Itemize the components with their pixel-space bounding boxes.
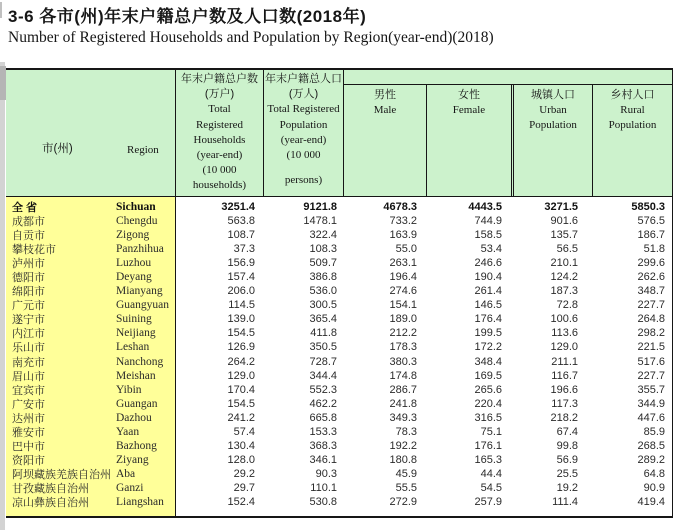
value-cell: 744.9 (474, 215, 502, 228)
region-name-cell (6, 467, 176, 481)
value-cell: 180.8 (389, 453, 417, 466)
region-name-cell (6, 481, 176, 495)
region-name-cell (6, 355, 176, 369)
value-cell: 211.1 (551, 355, 578, 368)
value-cell: 298.2 (637, 327, 665, 340)
value-cell: 517.6 (637, 355, 665, 368)
value-cell: 5850.3 (631, 201, 665, 214)
value-cell: 189.0 (389, 313, 417, 326)
region-en: Neijiang (116, 327, 156, 340)
value-cell: 37.3 (233, 243, 255, 256)
header-line: Urban (539, 104, 567, 117)
value-cell: 90.9 (643, 481, 665, 494)
value-cell: 348.7 (637, 285, 665, 298)
header-line: 年末户籍总人口 (265, 73, 342, 85)
value-cell: 9121.8 (303, 201, 337, 214)
value-cell: 113.6 (551, 327, 578, 340)
region-name-cell (6, 284, 176, 298)
value-cell: 665.8 (309, 411, 337, 424)
value-cell: 274.6 (389, 285, 417, 298)
region-en: Leshan (116, 341, 150, 354)
header-line: 城镇人口 (531, 89, 575, 101)
value-cell: 355.7 (637, 383, 665, 396)
region-name-cell (6, 214, 176, 228)
region-cn: 广元市 (12, 300, 45, 313)
region-cn: 眉山市 (12, 370, 45, 383)
value-cell: 289.2 (637, 453, 665, 466)
region-name-cell (6, 453, 176, 467)
region-name-cell (6, 383, 176, 397)
region-en: Luzhou (116, 257, 152, 270)
region-en: Guangan (116, 397, 158, 410)
table-row (6, 495, 672, 509)
header-line: Population (529, 119, 577, 132)
region-name-cell (6, 439, 176, 453)
header-line: (万户) (204, 88, 235, 101)
value-cell: 563.8 (227, 215, 255, 228)
header-line: Population (608, 119, 657, 132)
value-cell: 157.4 (227, 271, 255, 284)
value-cell: 286.7 (389, 383, 417, 396)
value-cell: 114.5 (228, 299, 255, 312)
region-en: Zigong (116, 229, 150, 242)
value-cell: 536.0 (309, 285, 337, 298)
region-en: Deyang (116, 271, 152, 284)
value-cell: 241.8 (389, 397, 417, 410)
region-cn: 绵阳市 (12, 286, 45, 299)
value-cell: 169.5 (474, 369, 502, 382)
header-female-cell (426, 85, 511, 196)
value-cell: 227.7 (637, 299, 665, 312)
region-en: Liangshan (116, 496, 164, 508)
region-cn: 雅安市 (12, 426, 45, 439)
table-row (6, 481, 672, 495)
region-en: Aba (116, 467, 136, 480)
region-cn: 遂宁市 (12, 314, 45, 327)
value-cell: 262.6 (637, 271, 665, 284)
value-cell: 57.4 (233, 425, 255, 438)
header-line: Male (373, 104, 397, 117)
region-cn: 泸州市 (12, 258, 45, 271)
value-cell: 728.7 (309, 355, 337, 368)
value-cell: 187.3 (550, 285, 578, 298)
value-cell: 135.7 (550, 229, 578, 242)
value-cell: 126.9 (227, 341, 255, 354)
value-cell: 55.0 (395, 243, 417, 256)
value-cell: 263.1 (389, 257, 417, 270)
region-cn: 阿坝藏族羌族自治州 (12, 468, 111, 481)
region-en: Panzhihua (116, 243, 164, 256)
value-cell: 552.3 (309, 383, 337, 396)
value-cell: 163.9 (389, 229, 417, 242)
page-edge-strip (0, 62, 5, 530)
value-cell: 365.4 (309, 313, 337, 326)
value-cell: 199.5 (474, 327, 502, 340)
region-cn: 宜宾市 (12, 384, 45, 397)
value-cell: 129.0 (227, 369, 255, 382)
value-cell: 128.0 (227, 453, 255, 466)
value-cell: 261.4 (474, 285, 502, 298)
value-cell: 3251.4 (221, 201, 255, 214)
value-cell: 72.8 (556, 299, 578, 312)
value-cell: 1478.1 (303, 215, 337, 228)
region-name-cell (6, 495, 176, 509)
value-cell: 146.5 (474, 299, 502, 312)
region-name-cell (6, 397, 176, 411)
header-households-cell (176, 70, 264, 196)
table-body (6, 197, 672, 516)
value-cell: 117.3 (551, 397, 578, 410)
value-cell: 139.0 (227, 313, 255, 326)
value-cell: 54.5 (480, 481, 502, 494)
value-cell: 56.9 (556, 453, 578, 466)
region-name-cell (6, 228, 176, 242)
header-line: Population (279, 118, 328, 131)
value-cell: 192.2 (389, 439, 417, 452)
header-line: (10 000 (286, 149, 321, 162)
table-row (6, 425, 672, 439)
value-cell: 299.6 (637, 257, 665, 270)
value-cell: 186.7 (637, 229, 665, 242)
table-row (6, 383, 672, 397)
header-urban-cell (511, 85, 592, 196)
region-cn: 乐山市 (12, 342, 45, 355)
value-cell: 29.7 (233, 481, 255, 494)
value-cell: 158.5 (474, 229, 502, 242)
value-cell: 67.4 (556, 425, 578, 438)
table-row (6, 200, 672, 214)
table-title-english: Number of Registered Households and Population by Region(year-end)(2018) (8, 29, 494, 46)
value-cell: 241.2 (227, 411, 255, 424)
value-cell: 380.3 (389, 355, 417, 368)
value-cell: 196.6 (550, 383, 578, 396)
value-cell: 55.5 (395, 481, 417, 494)
value-cell: 246.6 (474, 257, 502, 270)
value-cell: 348.4 (474, 355, 502, 368)
value-cell: 64.8 (643, 467, 665, 480)
header-population-subgroup (344, 70, 672, 196)
value-cell: 447.6 (637, 411, 665, 424)
region-cn: 凉山彝族自治州 (12, 497, 89, 509)
table-row (6, 270, 672, 284)
value-cell: 901.6 (550, 215, 578, 228)
value-cell: 110.1 (310, 481, 337, 494)
region-name-cell (6, 411, 176, 425)
region-name-cell (6, 200, 176, 214)
value-cell: 411.8 (310, 327, 337, 340)
header-line: (万人) (288, 88, 319, 101)
header-line: Female (452, 104, 486, 117)
value-cell: 462.2 (309, 397, 337, 410)
statistics-table (6, 68, 673, 518)
value-cell: 196.4 (389, 271, 417, 284)
region-cn: 巴中市 (12, 440, 45, 453)
header-line: Households (193, 133, 246, 146)
header-line: (10 000 (202, 164, 237, 177)
region-name-cell (6, 270, 176, 284)
value-cell: 130.4 (227, 439, 255, 452)
table-row (6, 467, 672, 481)
value-cell: 129.0 (550, 341, 578, 354)
value-cell: 176.4 (474, 313, 502, 326)
value-cell: 206.0 (227, 285, 255, 298)
header-line: (year-end) (196, 149, 243, 162)
region-en: Ziyang (116, 453, 149, 466)
region-cn: 成都市 (12, 216, 45, 229)
value-cell: 3271.5 (544, 201, 578, 214)
header-population-cell (264, 70, 344, 196)
value-cell: 265.6 (474, 383, 502, 396)
value-cell: 44.4 (480, 467, 502, 480)
scan-artifact (0, 2, 2, 18)
value-cell: 349.3 (389, 411, 417, 424)
value-cell: 530.8 (309, 496, 337, 508)
value-cell: 344.4 (309, 369, 337, 382)
value-cell: 75.1 (480, 425, 502, 438)
table-row (6, 340, 672, 354)
value-cell: 124.2 (550, 271, 578, 284)
table-row (6, 326, 672, 340)
value-cell: 322.4 (309, 229, 337, 242)
region-name-cell (6, 340, 176, 354)
region-cn: 南充市 (12, 356, 45, 369)
value-cell: 190.4 (474, 271, 502, 284)
value-cell: 172.2 (474, 341, 502, 354)
value-cell: 153.3 (309, 425, 337, 438)
region-en: Sichuan (116, 201, 156, 214)
value-cell: 99.8 (556, 439, 578, 452)
value-cell: 350.5 (309, 341, 337, 354)
table-row (6, 411, 672, 425)
value-cell: 108.7 (227, 229, 255, 242)
value-cell: 264.2 (227, 355, 255, 368)
region-en: Yaan (116, 425, 140, 438)
value-cell: 100.6 (550, 313, 578, 326)
region-name-cell (6, 242, 176, 256)
value-cell: 154.1 (389, 299, 417, 312)
region-name-cell (6, 425, 176, 439)
value-cell: 165.3 (474, 453, 502, 466)
region-cn: 内江市 (12, 328, 45, 341)
table-title-chinese: 3-6 各市(州)年末户籍总户数及人口数(2018年) (8, 7, 367, 26)
value-cell: 386.8 (309, 271, 337, 284)
region-name-cell (6, 256, 176, 270)
header-line: 女性 (458, 89, 480, 101)
header-region-cn: 市(州) (42, 143, 73, 155)
region-cn: 全 省 (12, 202, 38, 215)
value-cell: 419.4 (637, 496, 665, 508)
value-cell: 210.1 (550, 257, 578, 270)
header-line: 男性 (374, 89, 396, 101)
region-en: Nanchong (116, 355, 164, 368)
header-rural-cell (592, 85, 672, 196)
value-cell: 154.5 (227, 327, 255, 340)
value-cell: 156.9 (227, 257, 255, 270)
value-cell: 268.5 (637, 439, 665, 452)
region-en: Mianyang (116, 285, 163, 298)
table-row (6, 298, 672, 312)
header-line: 乡村人口 (610, 89, 655, 101)
value-cell: 152.4 (227, 496, 255, 508)
table-row (6, 439, 672, 453)
table-row (6, 397, 672, 411)
header-line: Total (208, 103, 231, 116)
value-cell: 576.5 (637, 215, 665, 228)
region-cn: 达州市 (12, 412, 45, 425)
table-header (6, 70, 672, 197)
value-cell: 45.9 (395, 467, 417, 480)
region-en: Suining (116, 313, 152, 326)
header-line: Rural (620, 104, 645, 117)
value-cell: 174.8 (389, 369, 417, 382)
value-cell: 154.5 (227, 397, 255, 410)
table-row (6, 242, 672, 256)
region-name-cell (6, 312, 176, 326)
header-line: households) (192, 179, 247, 192)
region-name-cell (6, 326, 176, 340)
table-row (6, 228, 672, 242)
value-cell: 170.4 (227, 383, 255, 396)
value-cell: 212.2 (389, 327, 417, 340)
region-name-cell (6, 298, 176, 312)
header-line: 年末户籍总户数 (181, 73, 258, 85)
value-cell: 733.2 (389, 215, 417, 228)
data-rows (6, 197, 672, 516)
header-line: (year-end) (280, 133, 327, 146)
value-cell: 346.1 (309, 453, 337, 466)
header-male-cell (344, 85, 426, 196)
value-cell: 90.3 (315, 467, 337, 480)
value-cell: 78.3 (395, 425, 417, 438)
table-row (6, 214, 672, 228)
value-cell: 509.7 (309, 257, 337, 270)
table-row (6, 284, 672, 298)
region-cn: 攀枝花市 (12, 244, 56, 257)
region-cn: 资阳市 (12, 454, 45, 467)
region-en: Guangyuan (116, 299, 170, 312)
header-spacer-cell (344, 70, 672, 85)
value-cell: 108.3 (309, 243, 337, 256)
header-line: Registered (195, 118, 244, 131)
value-cell: 176.1 (474, 439, 502, 452)
table-row (6, 453, 672, 467)
value-cell: 316.5 (474, 411, 502, 424)
region-en: Bazhong (116, 439, 157, 452)
value-cell: 218.2 (550, 411, 578, 424)
header-line: Total Registered (267, 103, 340, 116)
value-cell: 51.8 (643, 243, 665, 256)
region-en: Dazhou (116, 411, 152, 424)
value-cell: 56.5 (556, 243, 578, 256)
value-cell: 85.9 (643, 425, 665, 438)
value-cell: 368.3 (309, 439, 337, 452)
value-cell: 25.5 (556, 467, 578, 480)
region-en: Ganzi (116, 481, 144, 494)
value-cell: 264.8 (637, 313, 665, 326)
value-cell: 221.5 (637, 341, 665, 354)
table-row (6, 355, 672, 369)
region-cn: 德阳市 (12, 272, 45, 285)
region-en: Meishan (116, 369, 156, 382)
table-row (6, 369, 672, 383)
value-cell: 4443.5 (468, 201, 502, 214)
value-cell: 220.4 (474, 397, 502, 410)
value-cell: 272.9 (389, 496, 417, 508)
region-en: Chengdu (116, 215, 158, 228)
value-cell: 29.2 (233, 467, 255, 480)
region-cn: 自贡市 (12, 230, 45, 243)
value-cell: 300.5 (309, 299, 337, 312)
value-cell: 4678.3 (383, 201, 417, 214)
header-subcolumns (344, 85, 672, 196)
value-cell: 116.7 (551, 369, 578, 382)
table-row (6, 312, 672, 326)
region-cn: 甘孜藏族自治州 (12, 482, 89, 495)
header-line: persons) (284, 174, 323, 187)
region-name-cell (6, 369, 176, 383)
value-cell: 53.4 (480, 243, 502, 256)
value-cell: 111.4 (552, 496, 578, 508)
value-cell: 344.9 (637, 397, 665, 410)
header-region-cell (6, 70, 176, 196)
value-cell: 227.7 (637, 369, 665, 382)
header-region-en: Region (127, 144, 159, 156)
region-en: Yibin (116, 383, 142, 396)
value-cell: 178.3 (389, 341, 417, 354)
region-cn: 广安市 (12, 398, 45, 411)
table-row (6, 256, 672, 270)
value-cell: 19.2 (556, 481, 578, 494)
value-cell: 257.9 (474, 496, 502, 508)
